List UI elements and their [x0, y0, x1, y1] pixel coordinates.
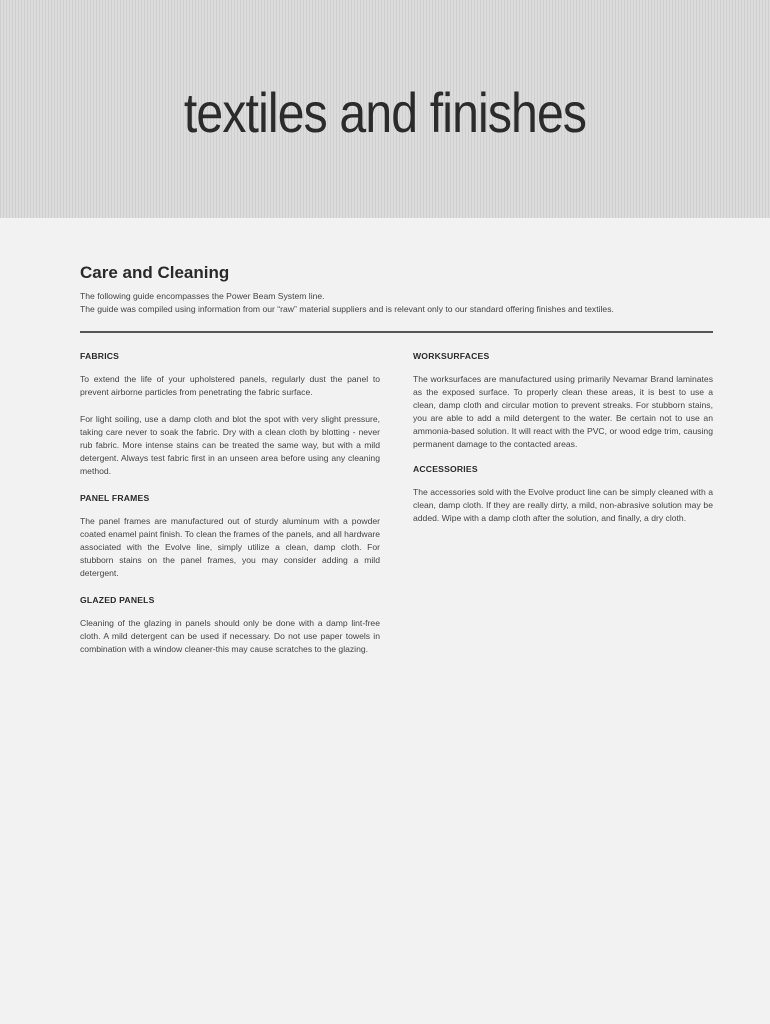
glazed-panels-paragraph: Cleaning of the glazing in panels should only be done with a damp lint-free cloth. A mild detergent can be used if necessary. Do not use paper towels in combination with a window cleaner-this may cause scratches to the glazing. — [80, 618, 380, 654]
page-title: textiles and finishes — [183, 81, 587, 144]
accessories-paragraph: The accessories sold with the Evolve product line can be simply cleaned with a clean, damp cloth. If they are really dirty, a mild, non-abrasive solution may be added. Wipe with a damp cloth after the solution, and finally, a dry cloth. — [413, 487, 713, 523]
accessories-label: ACCESSORIES — [413, 464, 478, 474]
intro-text — [80, 290, 720, 316]
panel-frames-label: PANEL FRAMES — [80, 493, 150, 503]
horizontal-divider — [80, 331, 713, 333]
title-banner — [0, 0, 770, 218]
right-column — [413, 350, 713, 539]
fabrics-paragraph-1: To extend the life of your upholstered panels, regularly dust the panel to prevent airborne particles from penetrating the fabric surface. — [80, 374, 380, 397]
glazed-panels-label: GLAZED PANELS — [80, 595, 155, 605]
panel-frames-paragraph: The panel frames are manufactured out of sturdy aluminum with a powder coated enamel paint finish. To clean the frames of the panels, and all hardware associated with the Evolve line, simply utilize a clean, damp cloth. For stubborn stains on the panel frames, you may consider adding a mild detergent. — [80, 516, 380, 578]
worksurfaces-label: WORKSURFACES — [413, 351, 490, 361]
intro-line-1: The following guide encompasses the Power Beam System line. — [80, 291, 325, 301]
fabrics-paragraph-2: For light soiling, use a damp cloth and blot the spot with very slight pressure, taking care never to soak the fabric. Dry with a clean cloth by blotting - never rub fabric. More intense stains can be treated the same way, but with a mild detergent. Always test fabric first in an unseen area before using any cleaning method. — [80, 414, 380, 476]
fabrics-label: FABRICS — [80, 351, 120, 361]
worksurfaces-paragraph: The worksurfaces are manufactured using primarily Nevamar Brand laminates as the exposed surface. To properly clean these areas, it is best to use a clean, damp cloth and circular motion to prevent streaks. For stubborn stains, you are able to add a mild detergent to the water. Be certain not to use an ammonia-based solution. It will react with the PVC, or wood edge trim, causing permanent damage to the contacted areas. — [413, 374, 713, 449]
left-column — [80, 350, 380, 670]
section-heading: Care and Cleaning — [80, 263, 230, 282]
intro-line-2: The guide was compiled using information from our “raw” material suppliers and is relevant only to our standard offering finishes and textiles. — [80, 304, 614, 314]
